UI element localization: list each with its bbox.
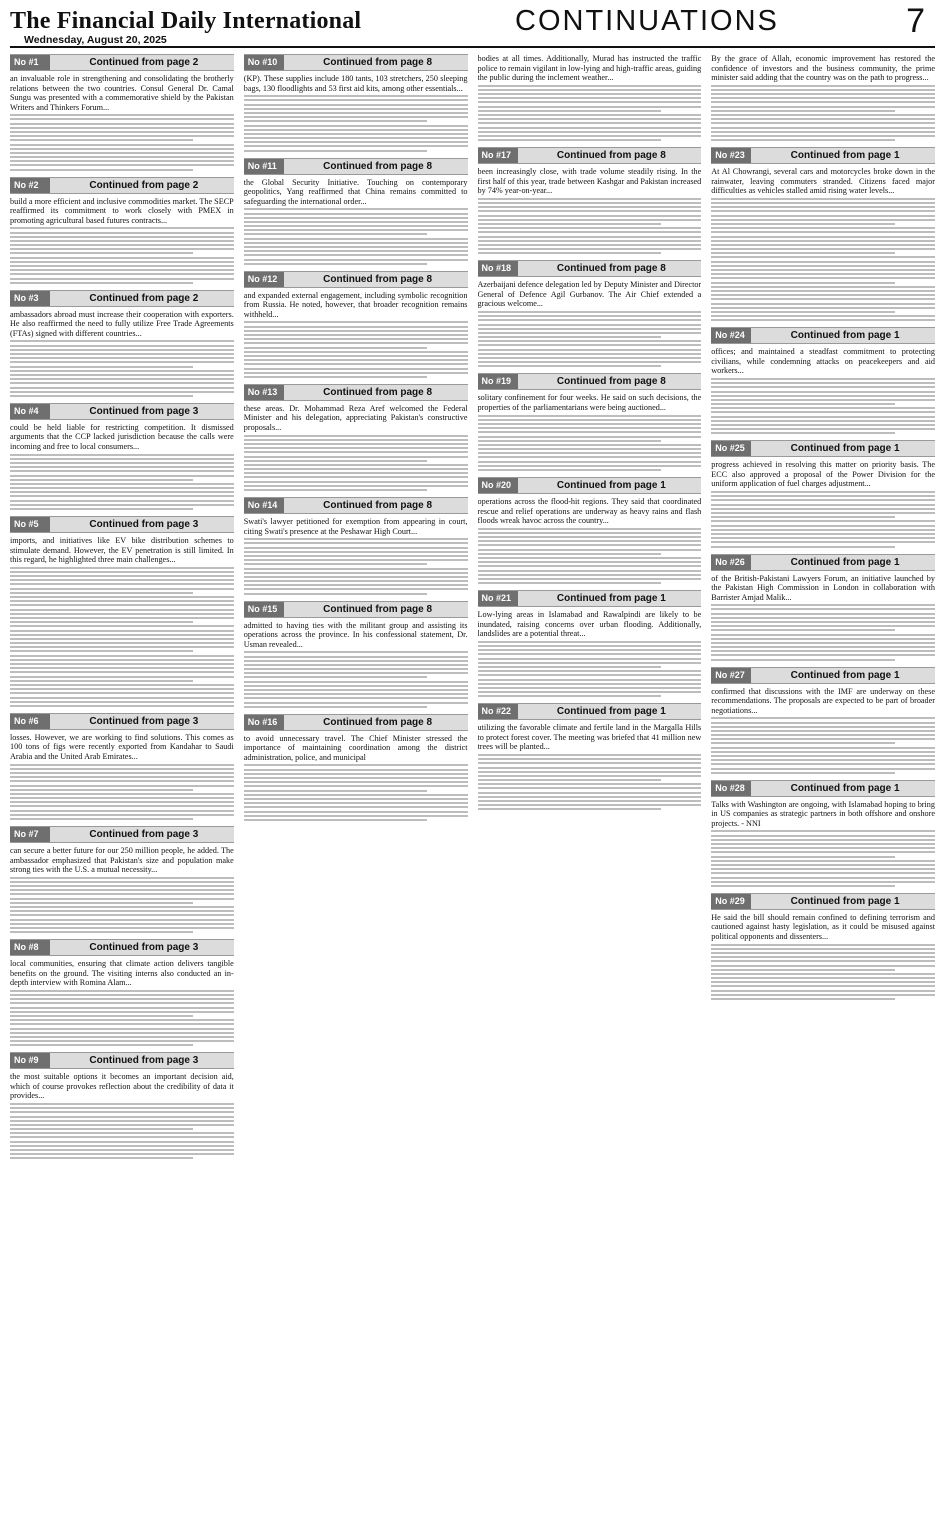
continuation-text: the most suitable options it becomes an important decision aid, which of course provokes reflection about the credibility of data it provides... <box>10 1072 234 1101</box>
continuation-block <box>478 703 702 810</box>
body-text-lines <box>244 764 468 820</box>
continuation-header <box>244 497 468 514</box>
continuation-label: Continued from page 1 <box>790 782 900 794</box>
continuation-block <box>244 384 468 491</box>
continuation-number: No #2 <box>10 178 50 193</box>
continuation-number: No #6 <box>10 714 50 729</box>
continuation-header <box>244 271 468 288</box>
continuation-block <box>711 147 935 321</box>
continuation-text: the Global Security Initiative. Touching on contemporary geopolitics, Yang reaffirmed that China remains committed to safeguarding the international order... <box>243 177 468 206</box>
continuation-header <box>10 1052 234 1069</box>
continuation-label: Continued from page 8 <box>556 150 666 162</box>
continuation-text: operations across the flood-hit regions. They said that coordinated rescue and relief operations are underway as heavy rains and flash floods wreak havoc across the country... <box>477 497 702 525</box>
continuation-number: No #22 <box>478 704 518 719</box>
continuation-label: Continued from page 1 <box>790 895 900 907</box>
body-text-lines <box>711 85 935 141</box>
body-text-lines <box>711 378 935 434</box>
continuation-block <box>10 939 234 1046</box>
continuation-text: bodies at all times. Additionally, Murad has instructed the traffic police to remain vigilant in low-lying and high-traffic areas, guiding the public during the inclement weather... <box>477 54 702 82</box>
continuation-header <box>711 780 935 797</box>
body-text-lines <box>711 198 935 321</box>
continuation-header <box>10 54 234 71</box>
body-text-lines <box>10 227 234 283</box>
continuation-text: (KP). These supplies include 180 tants, 103 stretchers, 250 sleeping bags, 130 floodlights and 53 first aid kits, among other essentials... <box>243 74 468 93</box>
continuation-header <box>10 939 234 956</box>
continuation-label: Continued from page 3 <box>89 829 199 840</box>
body-text-lines <box>244 95 468 151</box>
continuation-label: Continued from page 8 <box>323 160 433 172</box>
body-text-lines <box>478 528 702 584</box>
continuation-number: No #26 <box>711 555 751 570</box>
body-text-lines <box>478 311 702 367</box>
continuation-text: Talks with Washington are ongoing, with Islamabad hoping to bring in US companies as strategic partners in both offshore and onshore projects. - NNI <box>711 799 935 828</box>
continuation-label: Continued from page 1 <box>556 706 666 718</box>
continuation-label: Continued from page 1 <box>556 593 666 605</box>
continuation-block <box>711 440 935 547</box>
continuation-block <box>711 780 935 887</box>
continuation-header <box>10 516 234 533</box>
continuation-header <box>244 54 468 71</box>
continuation-header <box>244 384 468 401</box>
continuation-number: No #25 <box>711 441 751 456</box>
continuation-label: Continued from page 1 <box>790 330 900 342</box>
continuation-number: No #18 <box>478 261 518 276</box>
continuation-number: No #19 <box>478 374 518 389</box>
continuation-number: No #12 <box>244 272 284 287</box>
continuation-text: these areas. Dr. Mohammad Reza Aref welcomed the Federal Minister and his delegation, appreciating Pakistan's constructive proposals... <box>243 403 468 432</box>
continuation-number: No #1 <box>10 55 50 70</box>
body-text-lines <box>10 114 234 170</box>
continuation-text: solitary confinement for four weeks. He said on such decisions, the properties of the parliamentarians were being auctioned... <box>477 393 702 412</box>
continuation-label: Continued from page 8 <box>323 57 433 68</box>
newspaper-title: The Financial Daily International <box>10 8 362 34</box>
continuation-header <box>244 714 468 731</box>
continuation-number: No #29 <box>711 894 751 909</box>
continuation-header <box>478 373 702 390</box>
continuation-header <box>711 893 935 910</box>
continuation-number: No #27 <box>711 668 751 683</box>
continuation-label: Continued from page 1 <box>790 669 900 681</box>
continuation-number: No #23 <box>711 148 751 163</box>
continuation-text: of the British-Pakistani Lawyers Forum, an initiative launched by the Pakistan High Commission in London in collaboration with Barrister Amjad Malik... <box>711 573 935 602</box>
continuation-header <box>711 147 935 164</box>
continuation-label: Continued from page 1 <box>556 480 666 491</box>
continuation-text: utilizing the favorable climate and fertile land in the Margalla Hills to protect forest cover. The meeting was briefed that 41 million new trees will be planted... <box>477 723 702 752</box>
continuation-header <box>711 667 935 684</box>
continuation-header <box>10 290 234 307</box>
continuation-header <box>478 590 702 607</box>
continuation-number: No #16 <box>244 715 284 730</box>
newspaper-column <box>244 54 468 1519</box>
continuation-header <box>478 703 702 720</box>
continuation-number: No #28 <box>711 781 751 796</box>
continuation-text: progress achieved in resolving this matter on priority basis. The ECC also approved a proposal of the Power Division for the uniform application of fuel charges adjustment... <box>711 460 935 489</box>
continuation-header <box>10 177 234 194</box>
section-title: CONTINUATIONS <box>515 5 779 37</box>
continuation-number: No #13 <box>244 385 284 400</box>
continuation-block <box>711 554 935 661</box>
body-text-lines <box>478 415 702 471</box>
body-text-lines <box>10 454 234 510</box>
continuation-header <box>711 440 935 457</box>
continuation-block <box>244 271 468 378</box>
continuation-block <box>478 477 702 584</box>
newspaper-column <box>478 54 702 1519</box>
continuation-label: Continued from page 8 <box>323 500 433 511</box>
body-text-lines <box>711 491 935 547</box>
continuation-label: Continued from page 8 <box>556 263 666 275</box>
body-text-lines <box>10 340 234 396</box>
masthead <box>10 2 935 50</box>
continuation-number: No #5 <box>10 517 50 532</box>
continuation-number: No #4 <box>10 404 50 419</box>
continuation-block <box>244 601 468 708</box>
continuation-text: At Al Chowrangi, several cars and motorcycles broke down in the rainwater, leaving commuters stranded. Citizens faced major difficulties as vehicles stalled amid rising water levels... <box>711 167 935 196</box>
continuation-block <box>10 826 234 933</box>
continuation-block <box>711 893 935 1000</box>
continuation-number: No #3 <box>10 291 50 306</box>
continuation-text: to avoid unnecessary travel. The Chief Minister stressed the importance of maintaining coordination among the district administration, police, and municipal <box>243 733 468 762</box>
continuation-label: Continued from page 3 <box>89 519 199 530</box>
continuation-number: No #24 <box>711 328 751 343</box>
page-number: 7 <box>906 2 925 40</box>
continuation-block <box>10 54 234 171</box>
body-text-lines <box>10 990 234 1046</box>
continuation-text: Swati's lawyer petitioned for exemption from appearing in court, citing Swati's presence at the Peshawar High Court... <box>243 517 468 536</box>
continuation-text: He said the bill should remain confined to defining terrorism and cautioned against hasty legislation, as it could be misused against political opponents and dissenters... <box>711 912 935 941</box>
continuation-header <box>478 260 702 277</box>
continuation-text: confirmed that discussions with the IMF are underway on these recommendations. The proposals are expected to be part of broader negotiations... <box>711 686 935 715</box>
continuation-block <box>10 290 234 397</box>
body-text-lines <box>478 85 702 141</box>
continuation-block <box>478 260 702 367</box>
continuation-text: build a more efficient and inclusive commodities market. The SECP reaffirmed its commitment to work closely with PMEX in promoting agricultural based futures contracts... <box>10 196 234 225</box>
continuation-label: Continued from page 2 <box>89 57 199 68</box>
continuation-text: imports, and initiatives like EV bike distribution schemes to stimulate demand. However, the EV penetration is still limited. In this regard, he highlighted three main challenges... <box>10 536 234 564</box>
continuation-block <box>10 1052 234 1159</box>
continuation-block <box>478 373 702 471</box>
continuation-label: Continued from page 8 <box>323 716 433 728</box>
continuation-label: Continued from page 8 <box>556 376 666 388</box>
issue-date: Wednesday, August 20, 2025 <box>24 34 167 46</box>
body-text-lines <box>244 435 468 491</box>
continuation-header <box>478 477 702 494</box>
continuation-block <box>478 147 702 254</box>
continuation-header <box>244 601 468 618</box>
continuation-number: No #14 <box>244 498 284 513</box>
body-text-lines <box>711 604 935 660</box>
body-text-lines <box>244 208 468 264</box>
continuation-block <box>244 54 468 152</box>
continuation-block <box>244 714 468 821</box>
continuation-label: Continued from page 1 <box>790 150 900 162</box>
body-text-lines <box>10 764 234 820</box>
continuation-block <box>10 177 234 284</box>
body-text-lines <box>711 830 935 886</box>
continuation-text: could be held liable for restricting competition. It dismissed arguments that the CCP lacked jurisdiction because the calls were incoming and free to local consumers... <box>10 422 234 451</box>
continuation-block <box>711 54 935 141</box>
continuation-number: No #10 <box>244 55 284 70</box>
continuation-number: No #20 <box>478 478 518 493</box>
continuation-header <box>711 327 935 344</box>
continuation-block <box>478 590 702 697</box>
body-text-lines <box>711 717 935 773</box>
continuation-number: No #11 <box>244 159 284 174</box>
continuation-text: admitted to having ties with the militant group and assisting its operations across the province. In his confessional statement, Dr. Usman revealed... <box>243 620 468 649</box>
continuation-block <box>10 516 234 707</box>
continuation-label: Continued from page 3 <box>89 1055 199 1067</box>
continuation-block <box>244 158 468 265</box>
newspaper-column <box>10 54 234 1519</box>
body-text-lines <box>244 651 468 707</box>
body-text-lines <box>10 567 234 707</box>
body-text-lines <box>244 538 468 594</box>
continuation-label: Continued from page 1 <box>790 556 900 568</box>
continuation-number: No #15 <box>244 602 284 617</box>
continuation-header <box>10 403 234 420</box>
continuation-number: No #17 <box>478 148 518 163</box>
continuation-text: an invaluable role in strengthening and consolidating the brotherly relations between the two countries. Consul General Dr. Camal Sungu was presented with a commemorative shield by the Pakistan Writers and Thinkers Forum... <box>10 74 234 112</box>
continuation-block <box>478 54 702 141</box>
continuation-header <box>711 554 935 571</box>
continuation-text: local communities, ensuring that climate action delivers tangible benefits on the ground. The visiting interns also conducted an in-depth interview with Romina Alam... <box>10 959 234 988</box>
continuation-text: can secure a better future for our 250 million people, he added. The ambassador emphasized that Pakistan's size and population make strong ties with the U.S. a mutual necessity... <box>10 846 234 874</box>
continuation-number: No #21 <box>478 591 518 606</box>
continuation-label: Continued from page 3 <box>89 942 199 954</box>
continuation-header <box>244 158 468 175</box>
continuation-header <box>10 713 234 730</box>
continuation-number: No #8 <box>10 940 50 955</box>
body-text-lines <box>10 1103 234 1159</box>
continuation-number: No #9 <box>10 1053 50 1068</box>
continuation-label: Continued from page 2 <box>89 292 199 304</box>
continuation-label: Continued from page 1 <box>790 443 900 455</box>
continuation-label: Continued from page 8 <box>323 386 433 398</box>
body-text-lines <box>10 877 234 933</box>
continuation-number: No #7 <box>10 827 50 842</box>
continuation-block <box>10 403 234 510</box>
body-text-lines <box>478 641 702 697</box>
continuation-text: Azerbaijani defence delegation led by Deputy Minister and Director General of Defence Agil Gurbanov. The Air Chief extended a gracious welcome... <box>477 280 702 309</box>
continuation-block <box>10 713 234 820</box>
continuation-text: and expanded external engagement, including symbolic recognition from Russia. He noted, however, that broader recognition remains withheld... <box>243 290 468 319</box>
continuation-text: ambassadors abroad must increase their cooperation with exporters. He also reaffirmed the need to fully utilize Free Trade Agreements (FTAs) signed with different countries... <box>10 309 234 338</box>
continuation-text: losses. However, we are working to find solutions. This comes as 100 tons of figs were recently exported from Kandahar to Saudi Arabia and the United Arab Emirates... <box>10 732 234 761</box>
body-text-lines <box>711 944 935 1000</box>
continuation-header <box>478 147 702 164</box>
body-text-lines <box>478 754 702 810</box>
continuation-text: offices; and maintained a steadfast commitment to protecting civilians, while condemning attacks on peacekeepers and aid workers... <box>711 347 935 376</box>
continuation-text: Low-lying areas in Islamabad and Rawalpindi are likely to be inundated, raising concerns over urban flooding. Additionally, landslides are a potential threat... <box>477 610 702 639</box>
continuation-block <box>711 667 935 774</box>
masthead-rule <box>10 46 935 48</box>
article-columns <box>10 54 935 1519</box>
continuation-label: Continued from page 2 <box>89 179 199 191</box>
continuation-label: Continued from page 3 <box>89 715 199 727</box>
body-text-lines <box>244 321 468 377</box>
newspaper-column <box>711 54 935 1519</box>
continuation-label: Continued from page 8 <box>323 273 433 285</box>
body-text-lines <box>478 198 702 254</box>
continuation-block <box>711 327 935 434</box>
continuation-text: By the grace of Allah, economic improvement has restored the confidence of investors and the business community, the prime minister said adding that the country was on the path to progress... <box>711 54 935 82</box>
continuation-text: been increasingly close, with trade volume steadily rising. In the first half of this year, trade between Kashgar and Pakistan increased by 74% year-on-year... <box>477 167 702 196</box>
continuation-label: Continued from page 8 <box>323 603 433 615</box>
continuation-block <box>244 497 468 595</box>
continuation-header <box>10 826 234 843</box>
continuation-label: Continued from page 3 <box>89 405 199 417</box>
